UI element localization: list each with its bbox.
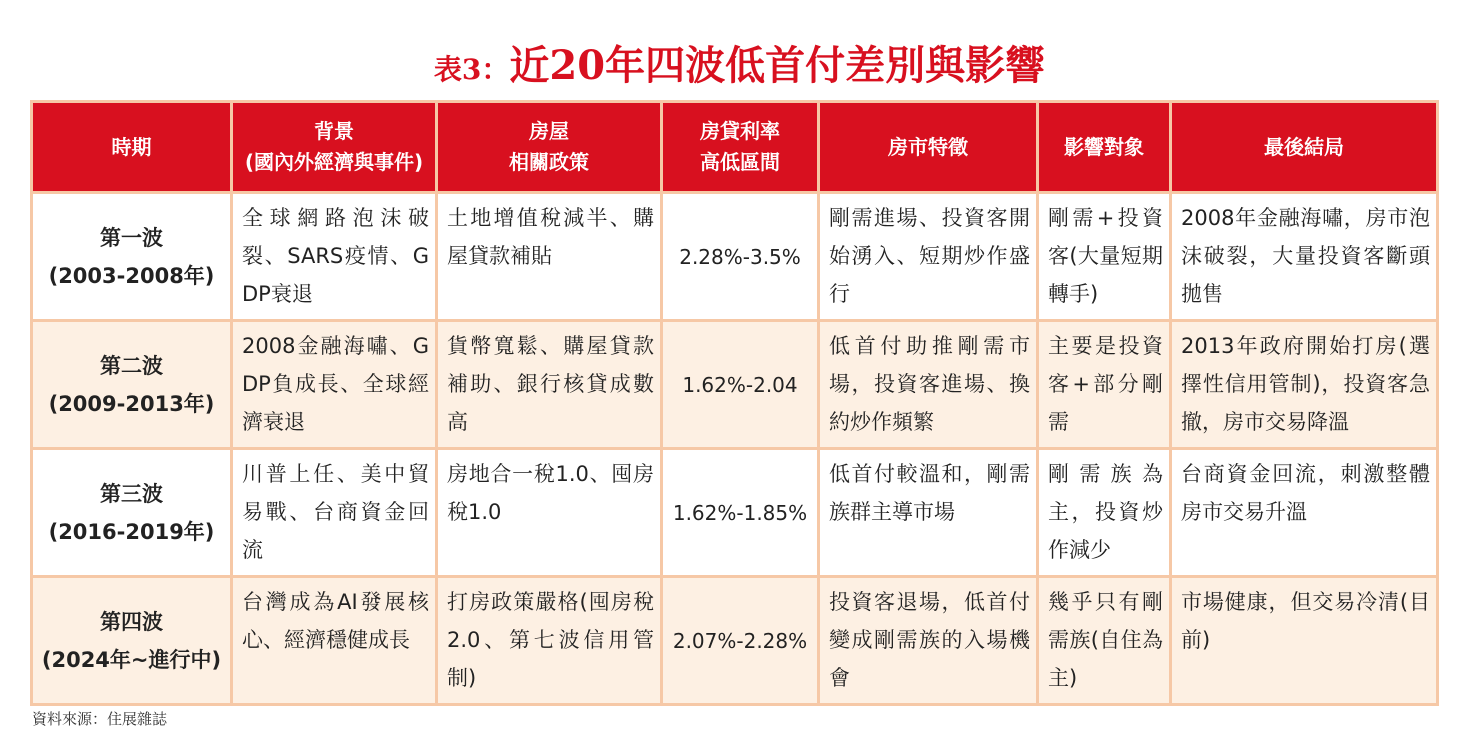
cell-affected: 剛需+投資客(大量短期轉手): [1038, 193, 1171, 321]
cell-policy: 房地合一稅1.0、囤房稅1.0: [437, 449, 662, 577]
header-policy: 房屋 相關政策: [437, 102, 662, 193]
table-row: [32, 449, 1438, 577]
cell-rate: 1.62%-2.04: [662, 321, 819, 449]
cell-background: 全球網路泡沫破裂、SARS疫情、GDP衰退: [232, 193, 437, 321]
source-note: 資料來源：住展雜誌: [32, 710, 168, 728]
cell-outcome: 台商資金回流，刺激整體房市交易升溫: [1171, 449, 1438, 577]
table-number: 表3：: [433, 53, 510, 86]
table-title-text: 近20年四波低首付差別與影響: [509, 42, 1046, 89]
cell-market: 投資客退場，低首付變成剛需族的入場機會: [819, 577, 1038, 705]
cell-outcome: 2008年金融海嘯，房市泡沫破裂，大量投資客斷頭拋售: [1171, 193, 1438, 321]
cell-outcome: 2013年政府開始打房(選擇性信用管制)，投資客急撤，房市交易降溫: [1171, 321, 1438, 449]
cell-affected: 幾乎只有剛需族(自住為主): [1038, 577, 1171, 705]
cell-affected: 剛需族為主，投資炒作減少: [1038, 449, 1171, 577]
comparison-table: [30, 100, 1439, 706]
header-period: 時期: [32, 102, 232, 193]
cell-outcome: 市場健康，但交易冷清(目前): [1171, 577, 1438, 705]
cell-period: 第三波 (2016-2019年): [32, 449, 232, 577]
cell-rate: 1.62%-1.85%: [662, 449, 819, 577]
cell-period: 第一波 (2003-2008年): [32, 193, 232, 321]
header-affected: 影響對象: [1038, 102, 1171, 193]
table-row: [32, 193, 1438, 321]
cell-rate: 2.28%-3.5%: [662, 193, 819, 321]
header-row: [32, 102, 1438, 193]
cell-policy: 打房政策嚴格(囤房稅2.0、第七波信用管制): [437, 577, 662, 705]
cell-policy: 貨幣寬鬆、購屋貸款補助、銀行核貸成數高: [437, 321, 662, 449]
cell-rate: 2.07%-2.28%: [662, 577, 819, 705]
header-market: 房市特徵: [819, 102, 1038, 193]
header-outcome: 最後結局: [1171, 102, 1438, 193]
cell-period: 第四波 (2024年~進行中): [32, 577, 232, 705]
header-background: 背景 (國內外經濟與事件): [232, 102, 437, 193]
table-title: [0, 38, 1479, 98]
cell-period: 第二波 (2009-2013年): [32, 321, 232, 449]
cell-affected: 主要是投資客+部分剛需: [1038, 321, 1171, 449]
cell-background: 2008金融海嘯、GDP負成長、全球經濟衰退: [232, 321, 437, 449]
table-row: [32, 577, 1438, 705]
cell-policy: 土地增值稅減半、購屋貸款補貼: [437, 193, 662, 321]
cell-background: 台灣成為AI發展核心、經濟穩健成長: [232, 577, 437, 705]
table-row: [32, 321, 1438, 449]
cell-market: 低首付較溫和，剛需族群主導市場: [819, 449, 1038, 577]
cell-market: 低首付助推剛需市場，投資客進場、換約炒作頻繁: [819, 321, 1038, 449]
cell-background: 川普上任、美中貿易戰、台商資金回流: [232, 449, 437, 577]
cell-market: 剛需進場、投資客開始湧入、短期炒作盛行: [819, 193, 1038, 321]
header-rate: 房貸利率 高低區間: [662, 102, 819, 193]
